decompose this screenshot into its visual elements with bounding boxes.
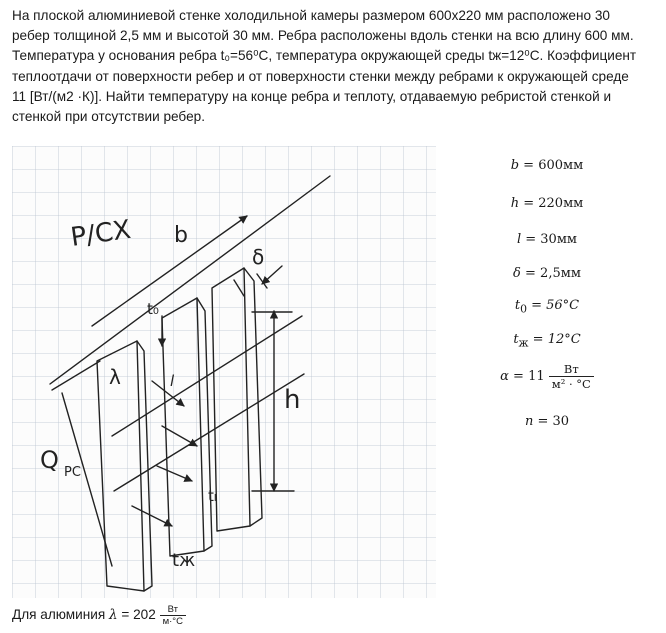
given-h: h = 220мм bbox=[510, 196, 584, 211]
label-b: b bbox=[174, 223, 188, 248]
given-delta: δ = 2,5мм bbox=[513, 266, 581, 281]
given-t0: $t_0 = 56^\circ C$ bbox=[514, 298, 580, 316]
problem-line: На плоской алюминиевой стенке холодильной камеры размером 600х220 мм расположено 30 bbox=[12, 8, 610, 23]
problem-line: Температура у основания ребра t₀=56⁰С, температура окружающей среды tж=12⁰С. Коэффициент bbox=[12, 48, 637, 64]
label-tl: tₗ bbox=[208, 487, 217, 505]
label-t0: t₀ bbox=[147, 300, 159, 318]
label-delta: δ bbox=[252, 245, 265, 269]
given-tzh: $t_ж = 12^\circ C$ bbox=[513, 332, 581, 350]
given-n: n = 30 bbox=[524, 414, 570, 429]
problem-line: теплоотдачи от поверхности ребер и от поверхности стенки между ребрами к окружающей среде bbox=[12, 68, 629, 84]
problem-statement bbox=[12, 6, 660, 127]
alpha-unit: $\frac{Вт}{\text{м² · °C}}$ bbox=[549, 362, 594, 391]
problem-line: стенкой при отсутствии ребер. bbox=[12, 109, 205, 125]
lambda-unit: $\frac{Вт}{м\cdot^\circ C}$ bbox=[160, 604, 186, 627]
label-chamber: P/CX bbox=[68, 214, 133, 253]
aluminum-note: Для алюминия λ = 202 $\frac{Вт}{м\cdot^\circ C}$ bbox=[12, 604, 186, 627]
given-b: b = 600мм bbox=[510, 158, 584, 173]
label-q-sub: РС bbox=[64, 465, 81, 480]
label-l: l bbox=[170, 372, 175, 390]
given-l: l = 30мм bbox=[516, 232, 578, 247]
label-h: h bbox=[284, 385, 301, 415]
label-tzh: tж bbox=[172, 550, 196, 571]
label-q: Q bbox=[40, 446, 59, 474]
label-lambda: λ bbox=[109, 365, 121, 389]
finned-wall-sketch bbox=[12, 146, 436, 598]
problem-line: ребер толщиной 2,5 мм и высотой 30 мм. Ребра расположены вдоль стенки на всю длину 600 мм. bbox=[12, 28, 634, 44]
given-alpha: α = 11 $\frac{Вт}{\text{м² · °C}}$ bbox=[447, 362, 647, 391]
problem-line: 11 [Вт/(м2 ·К)]. Найти температуру на конце ребра и теплоту, отдаваемую ребристой стенкой и bbox=[12, 88, 612, 104]
